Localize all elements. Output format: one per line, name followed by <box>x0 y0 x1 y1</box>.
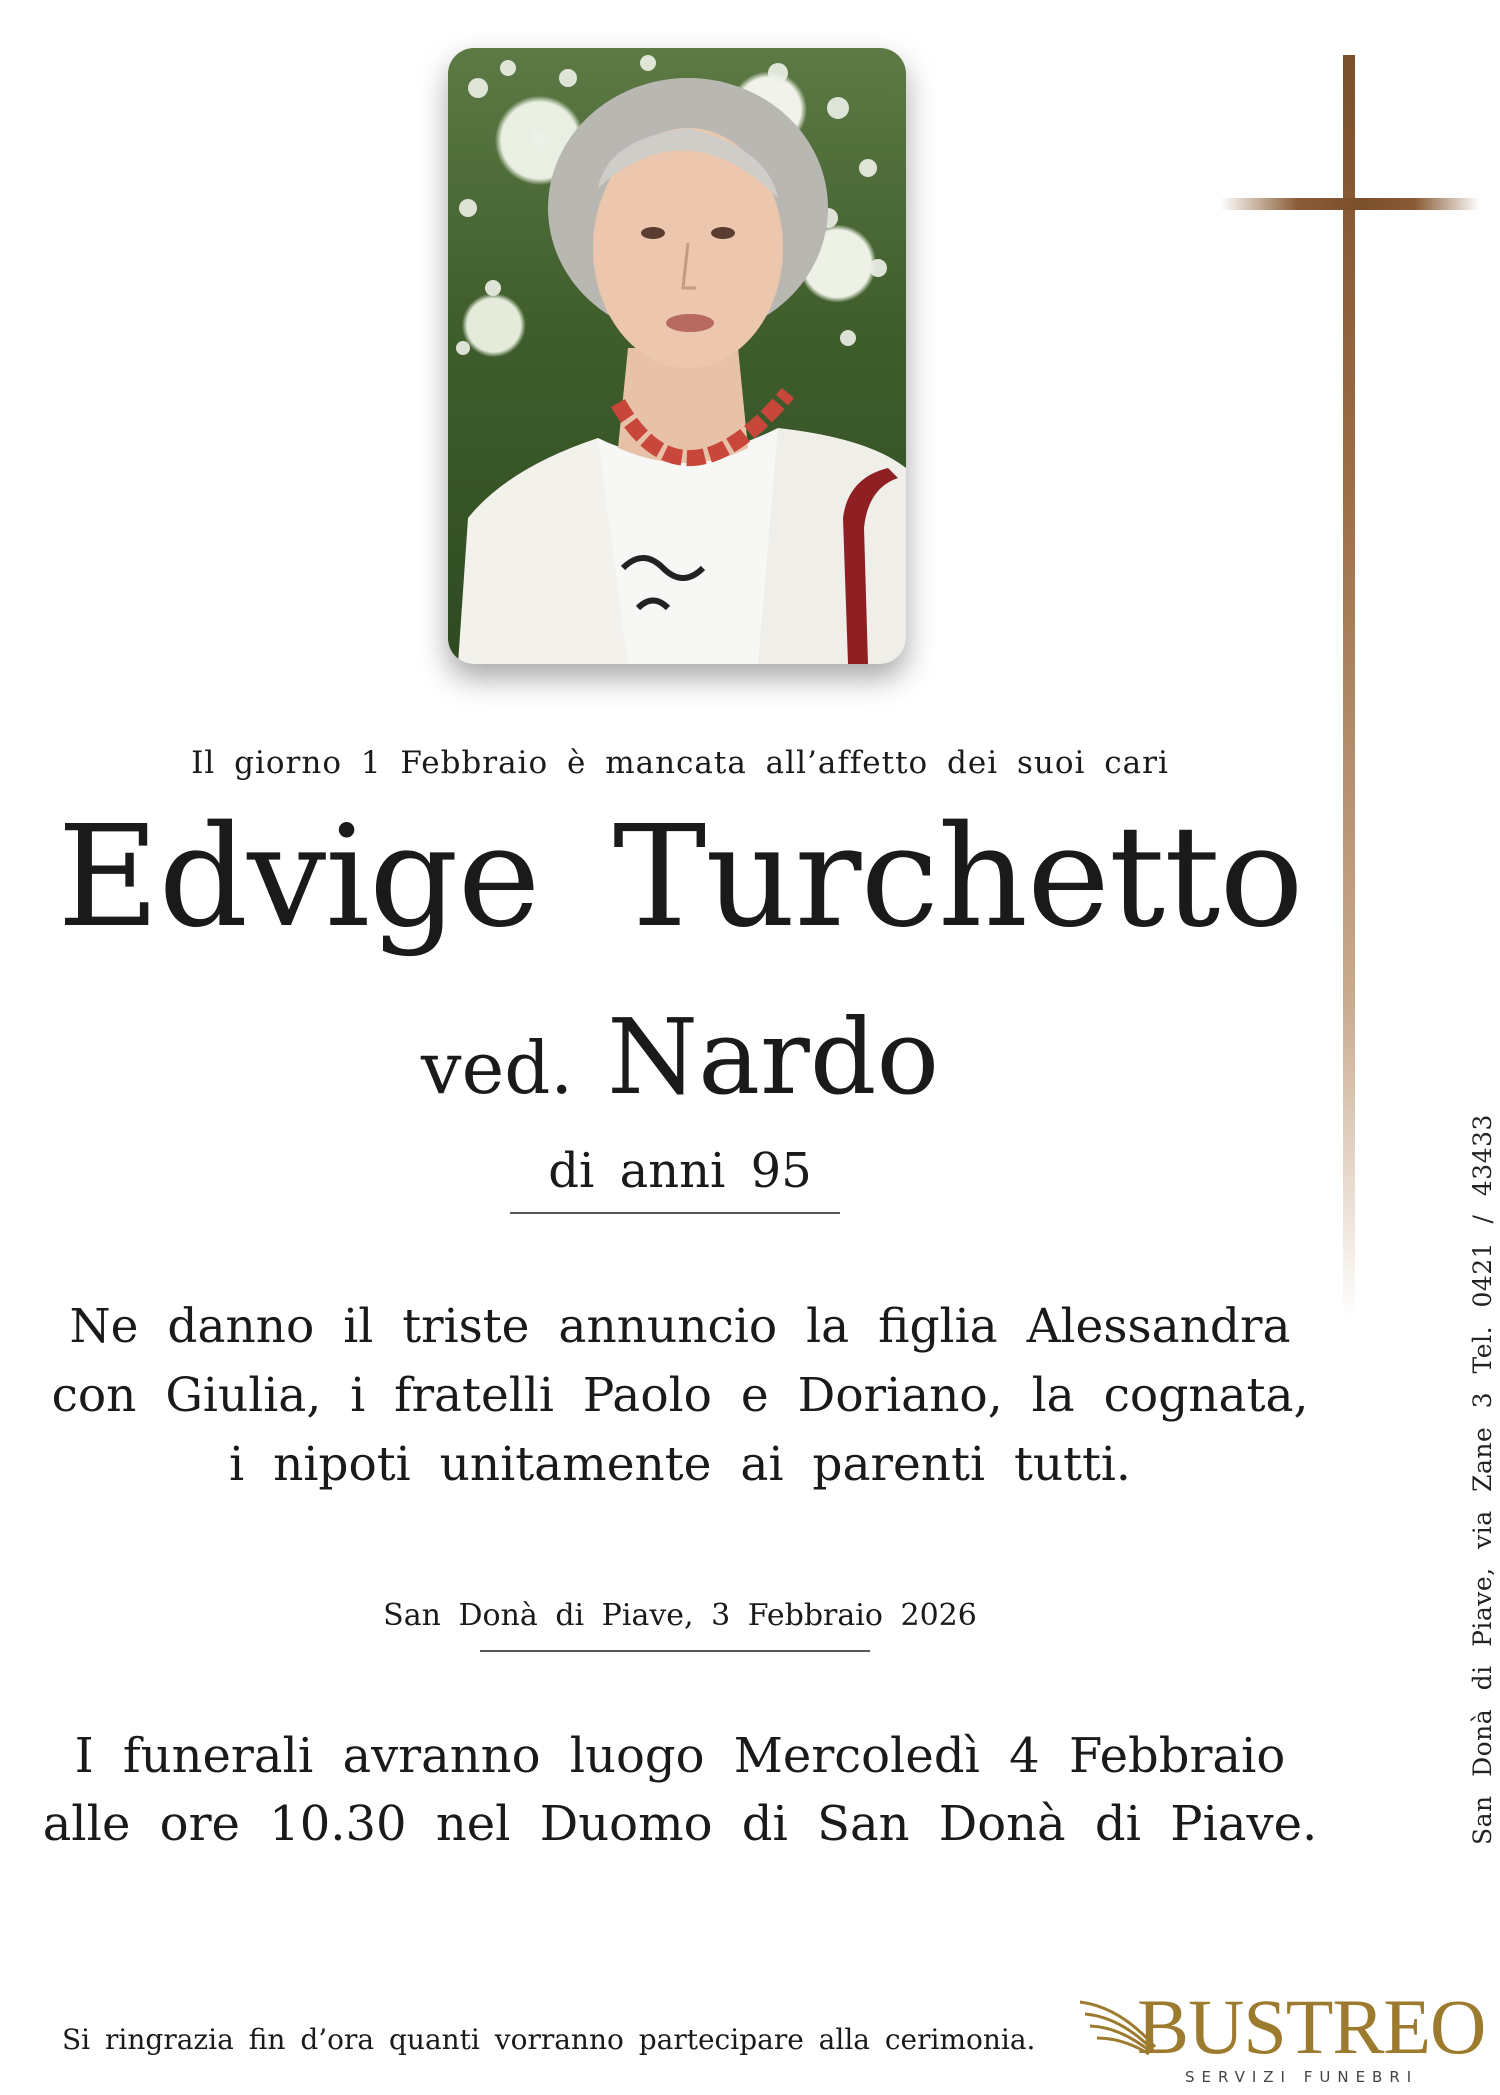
company-logo <box>1075 1983 1495 2088</box>
announcement-line: i nipoti unitamente ai parenti tutti. <box>229 1437 1131 1492</box>
deceased-name: Edvige Turchetto <box>57 796 1303 959</box>
intro-line: Il giorno 1 Febbraio è mancata all’affetto dei suoi cari <box>191 745 1169 781</box>
cross-vertical-beam <box>1343 55 1355 1320</box>
ved-prefix: ved. <box>420 1026 574 1110</box>
portrait-photo <box>448 48 906 664</box>
funeral-line: alle ore 10.30 nel Duomo di San Donà di Piave. <box>42 1796 1318 1852</box>
funeral-details <box>0 1722 1360 1858</box>
ved-surname: Nardo <box>607 996 940 1118</box>
logo-subtitle: SERVIZI FUNEBRI <box>1185 2068 1419 2086</box>
announcement-line: Ne danno il triste annuncio la figlia Alessandra <box>69 1299 1291 1354</box>
funeral-line: I funerali avranno luogo Mercoledì 4 Febbraio <box>74 1728 1286 1784</box>
company-address: San Donà di Piave, via Zane 3 Tel. 0421 / 43433 <box>1468 1114 1497 1845</box>
age-line: di anni 95 <box>548 1143 812 1199</box>
divider-date <box>480 1650 870 1652</box>
portrait-illustration <box>448 48 906 664</box>
divider-age <box>510 1212 840 1214</box>
cross-horizontal-beam <box>1220 198 1480 210</box>
place-date: San Donà di Piave, 3 Febbraio 2026 <box>383 1598 977 1633</box>
announcement-line: con Giulia, i fratelli Paolo e Doriano, la cognata, <box>51 1368 1309 1423</box>
thanks-note: Si ringrazia fin d’ora quanti vorranno partecipare alla cerimonia. <box>62 2023 1036 2056</box>
widow-of-line <box>0 996 1360 1118</box>
announcement-text <box>0 1292 1360 1499</box>
logo-name: BUSTREO <box>1137 1983 1486 2070</box>
